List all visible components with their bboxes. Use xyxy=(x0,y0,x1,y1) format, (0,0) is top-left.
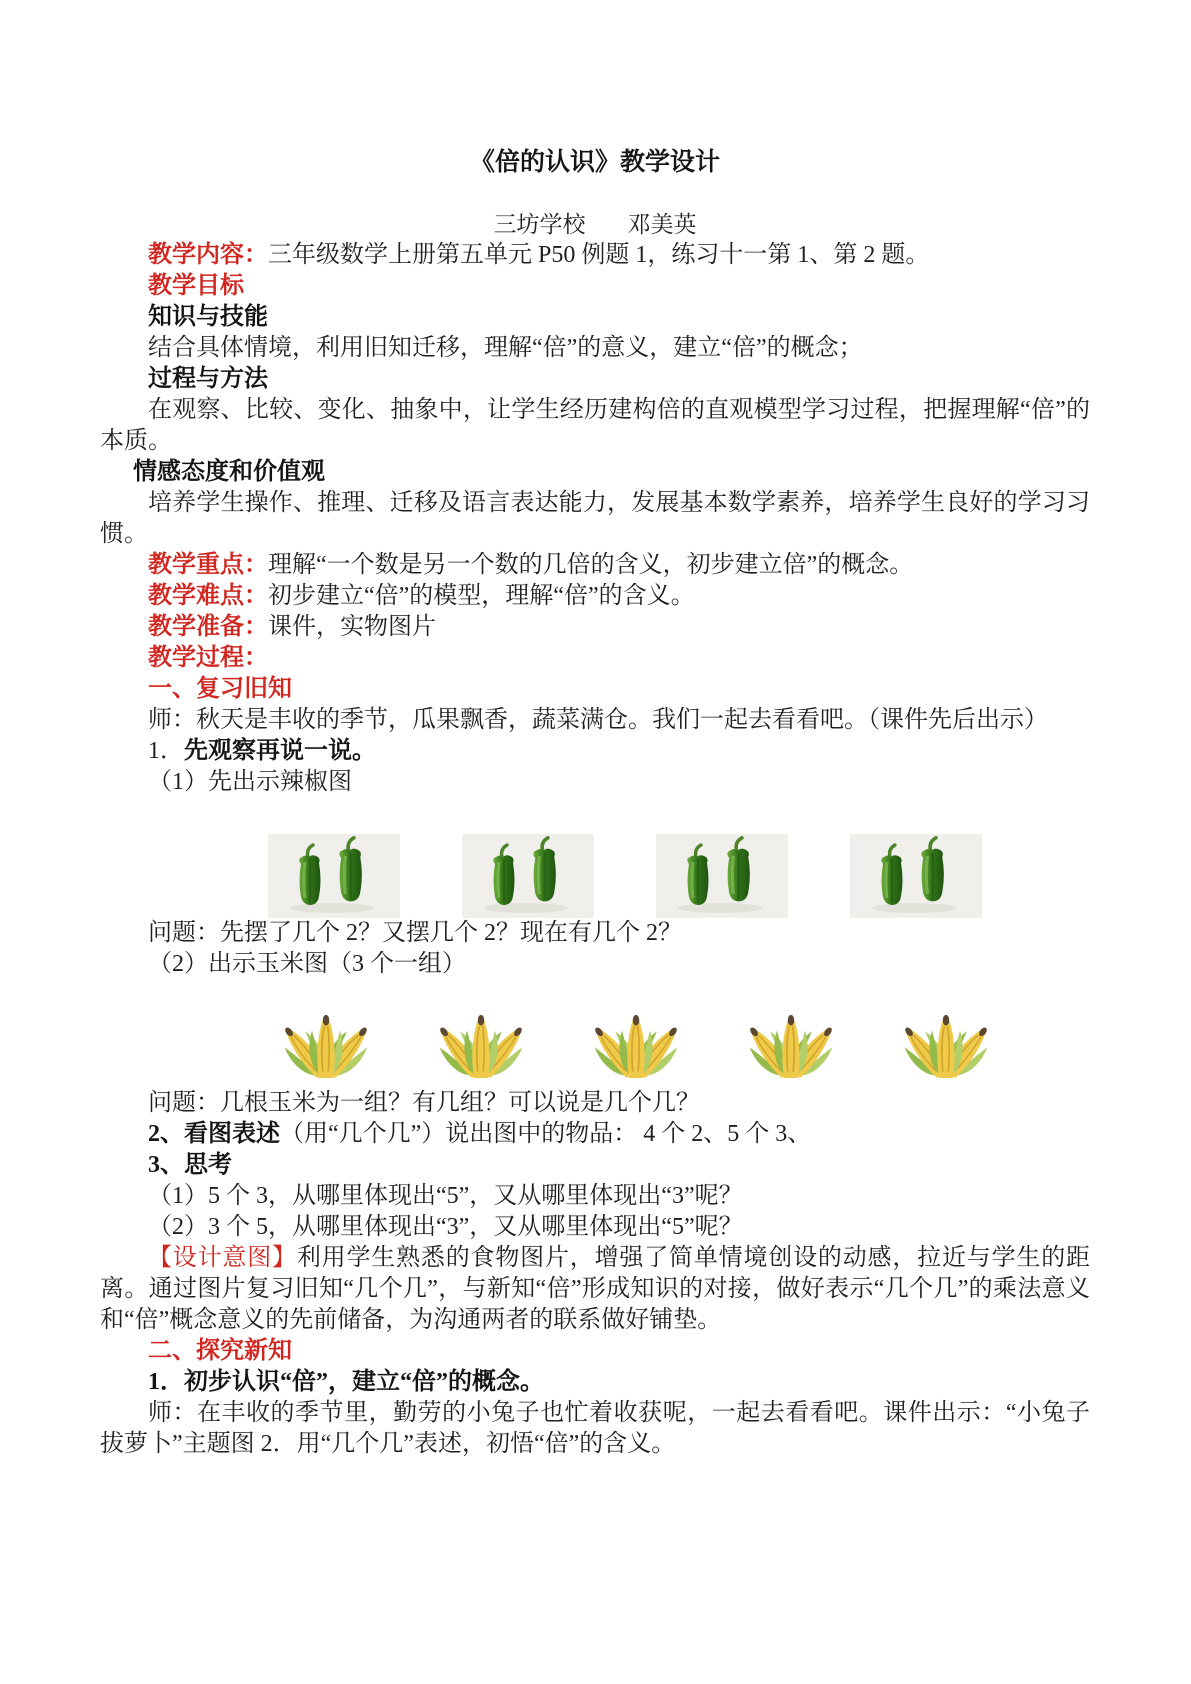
step2-bold: 2、看图表述 xyxy=(148,1121,280,1147)
step1-line xyxy=(100,736,1090,767)
think-line-2: （2）3 个 5，从哪里体现出“3”，又从哪里体现出“5”呢？ xyxy=(148,1214,743,1240)
byline-school: 三坊学校 xyxy=(493,212,586,237)
affect-values-heading: 情感态度和价值观 xyxy=(133,459,325,485)
pepper-pair-icon xyxy=(268,834,400,918)
design-intent-paragraph xyxy=(100,1243,1090,1336)
step1-text: 先观察再说一说。 xyxy=(184,738,376,764)
pepper-item-line: （1）先出示辣椒图 xyxy=(148,769,352,795)
section2-step1: 1．初步认识“倍”，建立“倍”的概念。 xyxy=(148,1369,544,1395)
pepper-group-image xyxy=(850,834,982,918)
meta-content-line xyxy=(100,240,1090,271)
step3-line: 3、思考 xyxy=(148,1152,232,1178)
difficulty-text: 初步建立“倍”的模型，理解“倍”的含义。 xyxy=(268,583,695,609)
section2-heading: 二、探究新知 xyxy=(148,1338,292,1364)
preparation-line xyxy=(100,612,1090,643)
step2-rest: （用“几个几”）说出图中的物品： 4 个 2、5 个 3、 xyxy=(280,1121,812,1147)
pepper-group-image xyxy=(656,834,788,918)
corn-group-image xyxy=(270,988,382,1088)
corn-fan-icon xyxy=(425,988,537,1088)
corn-group-image xyxy=(890,988,1002,1088)
corn-fan-icon xyxy=(735,988,847,1088)
preparation-text: 课件，实物图片 xyxy=(268,614,436,640)
pepper-figure-row xyxy=(268,834,1090,918)
teacher-line-1: 师：秋天是丰收的季节，瓜果飘香，蔬菜满仓。我们一起去看看吧。（课件先后出示） xyxy=(148,707,1048,733)
meta-content-label: 教学内容： xyxy=(148,242,268,268)
step1-number: 1． xyxy=(148,738,184,764)
pepper-pair-icon xyxy=(850,834,982,918)
pepper-question: 问题：先摆了几个 2？又摆几个 2？现在有几个 2？ xyxy=(148,920,682,946)
corn-group-image xyxy=(580,988,692,1088)
corn-group-image xyxy=(425,988,537,1088)
corn-item-line: （2）出示玉米图（3 个一组） xyxy=(148,951,466,977)
pepper-pair-icon xyxy=(462,834,594,918)
design-intent-text: 利用学生熟悉的食物图片，增强了简单情境创设的动感，拉近与学生的距离。通过图片复习旧知“几个几”，与新知“倍”形成知识的对接，做好表示“几个几”的乘法意义和“倍”概念意义的先前储备，为沟通两者的联系做好铺垫。 xyxy=(100,1245,1091,1333)
difficulty-line xyxy=(100,581,1090,612)
pepper-group-image xyxy=(268,834,400,918)
corn-fan-icon xyxy=(890,988,1002,1088)
corn-fan-icon xyxy=(270,988,382,1088)
pepper-pair-icon xyxy=(656,834,788,918)
preparation-label: 教学准备： xyxy=(148,614,268,640)
knowledge-skills-heading: 知识与技能 xyxy=(148,304,268,330)
process-method-heading: 过程与方法 xyxy=(148,366,268,392)
section1-heading: 一、复习旧知 xyxy=(148,676,292,702)
corn-fan-icon xyxy=(580,988,692,1088)
step2-line xyxy=(100,1119,1090,1150)
meta-content-text: 三年级数学上册第五单元 P50 例题 1，练习十一第 1、第 2 题。 xyxy=(268,242,930,268)
knowledge-skills-text: 结合具体情境，利用旧知迁移，理解“倍”的意义，建立“倍”的概念； xyxy=(148,335,863,361)
affect-values-text: 培养学生操作、推理、迁移及语言表达能力，发展基本数学素养，培养学生良好的学习习惯。 xyxy=(100,490,1090,547)
process-label: 教学过程： xyxy=(148,645,268,671)
key-point-line xyxy=(100,550,1090,581)
byline-author: 邓美英 xyxy=(627,212,697,237)
key-point-label: 教学重点： xyxy=(148,552,268,578)
doc-title: 《倍的认识》教学设计 xyxy=(469,149,720,176)
design-intent-label: 【设计意图】 xyxy=(148,1245,297,1271)
think-line-1: （1）5 个 3，从哪里体现出“5”，又从哪里体现出“3”呢？ xyxy=(148,1183,743,1209)
pepper-group-image xyxy=(462,834,594,918)
corn-figure-row xyxy=(270,988,1090,1088)
process-method-text: 在观察、比较、变化、抽象中，让学生经历建构倍的直观模型学习过程，把握理解“倍”的本质。 xyxy=(100,397,1090,454)
teacher-line-2: 师：在丰收的季节里，勤劳的小兔子也忙着收获呢，一起去看看吧。课件出示：“小兔子拔萝卜”主题图 2．用“几个几”表述，初悟“倍”的含义。 xyxy=(100,1400,1090,1457)
difficulty-label: 教学难点： xyxy=(148,583,268,609)
key-point-text: 理解“一个数是另一个数的几倍的含义，初步建立倍”的概念。 xyxy=(268,552,914,578)
meta-goal-heading: 教学目标 xyxy=(148,273,244,299)
corn-group-image xyxy=(735,988,847,1088)
byline xyxy=(100,209,1090,240)
corn-question: 问题：几根玉米为一组？有几组？可以说是几个几？ xyxy=(148,1090,700,1116)
